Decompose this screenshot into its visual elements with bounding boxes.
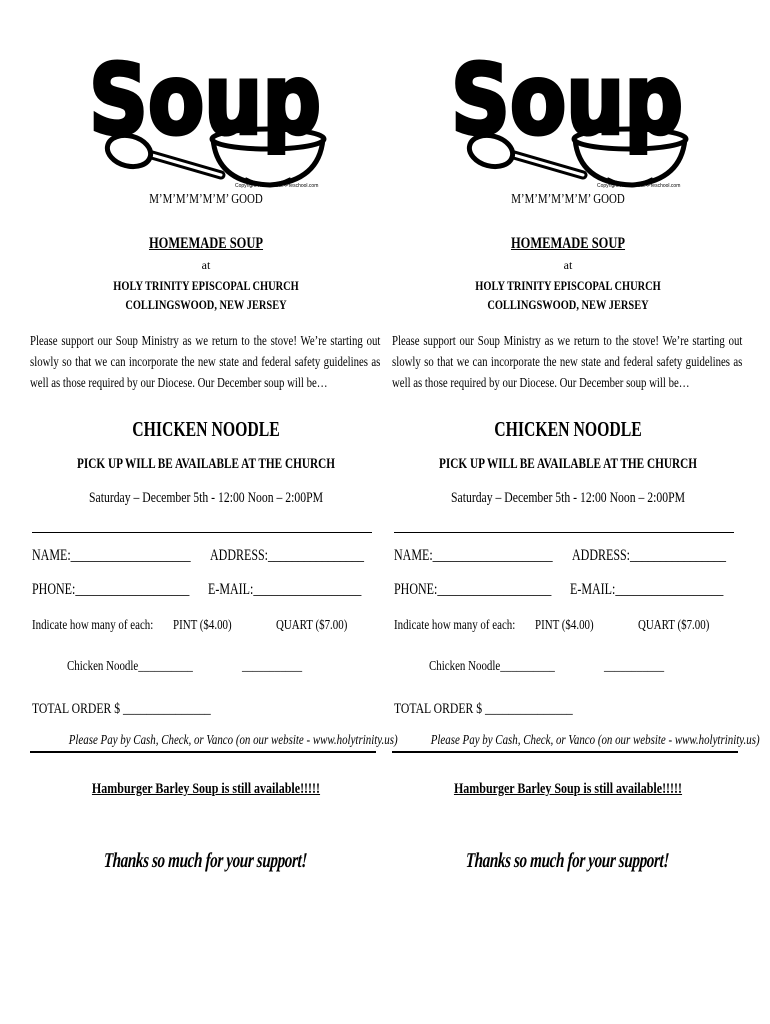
pickup-date-time: Saturday – December 5th - 12:00 Noon – 2:00PM [89, 490, 323, 506]
thank-you-note: Thanks so much for your support! [103, 848, 308, 872]
divider-line [394, 532, 734, 533]
barley-soup-notice: Hamburger Barley Soup is still available!!!!! [453, 781, 683, 797]
name-field[interactable]: NAME:____________________ [32, 547, 191, 564]
church-location: COLLINGSWOOD, NEW JERSEY [487, 297, 649, 312]
email-field[interactable]: E-MAIL:__________________ [208, 581, 362, 598]
soup-logo [85, 35, 325, 193]
church-name: HOLY TRINITY EPISCOPAL CHURCH [475, 278, 661, 293]
at-label: at [201, 258, 211, 272]
church-name: HOLY TRINITY EPISCOPAL CHURCH [113, 278, 299, 293]
pint-price-header: PINT ($4.00) [173, 618, 232, 633]
church-location: COLLINGSWOOD, NEW JERSEY [125, 297, 287, 312]
chicken-noodle-pint-qty[interactable]: Chicken Noodle__________ [67, 659, 193, 674]
barley-soup-notice: Hamburger Barley Soup is still available!!!!! [91, 781, 321, 797]
svg-text:Soup: Soup [451, 44, 683, 156]
copyright-note: Copyright Homemade-Preschool.com [235, 183, 319, 189]
flyer-title: HOMEMADE SOUP [148, 235, 264, 252]
divider-line [32, 532, 372, 533]
pickup-notice: PICK UP WILL BE AVAILABLE AT THE CHURCH [439, 456, 697, 472]
chicken-noodle-quart-qty[interactable]: ___________ [604, 659, 665, 674]
chicken-noodle-quart-qty[interactable]: ___________ [242, 659, 303, 674]
total-order-field[interactable]: TOTAL ORDER $ _______________ [394, 701, 573, 717]
address-field[interactable]: ADDRESS:________________ [572, 547, 727, 564]
tagline: M’M’M’M’M’M’ GOOD [511, 192, 625, 207]
intro-paragraph: Please support our Soup Ministry as we return to the stove! We’re starting out slowly so that we can incorporate the new state and federal safety guidelines as well as those required by our Diocese. Our December soup will be… [30, 334, 381, 391]
featured-soup: CHICKEN NOODLE [494, 417, 642, 441]
flyer-title: HOMEMADE SOUP [510, 235, 626, 252]
featured-soup: CHICKEN NOODLE [132, 417, 280, 441]
payment-note: Please Pay by Cash, Check, or Vanco (on our website - www.holytrinity.us) [430, 733, 760, 748]
svg-text:Soup: Soup [89, 44, 321, 156]
pint-price-header: PINT ($4.00) [535, 618, 594, 633]
quart-price-header: QUART ($7.00) [276, 618, 348, 633]
soup-bowl-spoon-illustration [447, 35, 687, 193]
at-label: at [563, 258, 573, 272]
total-order-field[interactable]: TOTAL ORDER $ _______________ [32, 701, 211, 717]
thank-you-note: Thanks so much for your support! [465, 848, 670, 872]
pickup-date-time: Saturday – December 5th - 12:00 Noon – 2:00PM [451, 490, 685, 506]
name-field[interactable]: NAME:____________________ [394, 547, 553, 564]
quantity-instruction: Indicate how many of each: [394, 618, 516, 633]
soup-logo [447, 35, 687, 193]
tagline: M’M’M’M’M’M’ GOOD [149, 192, 263, 207]
phone-field[interactable]: PHONE:___________________ [32, 581, 190, 598]
payment-note: Please Pay by Cash, Check, or Vanco (on our website - www.holytrinity.us) [68, 733, 398, 748]
flyer-left [30, 0, 398, 1024]
address-field[interactable]: ADDRESS:________________ [210, 547, 365, 564]
soup-bowl-spoon-illustration [85, 35, 325, 193]
quart-price-header: QUART ($7.00) [638, 618, 710, 633]
email-field[interactable]: E-MAIL:__________________ [570, 581, 724, 598]
flyer-right [392, 0, 760, 1024]
intro-paragraph: Please support our Soup Ministry as we return to the stove! We’re starting out slowly so that we can incorporate the new state and federal safety guidelines as well as those required by our Diocese. Our December soup will be… [392, 334, 743, 391]
divider-line-thick [392, 751, 738, 753]
copyright-note: Copyright Homemade-Preschool.com [597, 183, 681, 189]
quantity-instruction: Indicate how many of each: [32, 618, 154, 633]
phone-field[interactable]: PHONE:___________________ [394, 581, 552, 598]
pickup-notice: PICK UP WILL BE AVAILABLE AT THE CHURCH [77, 456, 335, 472]
divider-line-thick [30, 751, 376, 753]
chicken-noodle-pint-qty[interactable]: Chicken Noodle__________ [429, 659, 555, 674]
